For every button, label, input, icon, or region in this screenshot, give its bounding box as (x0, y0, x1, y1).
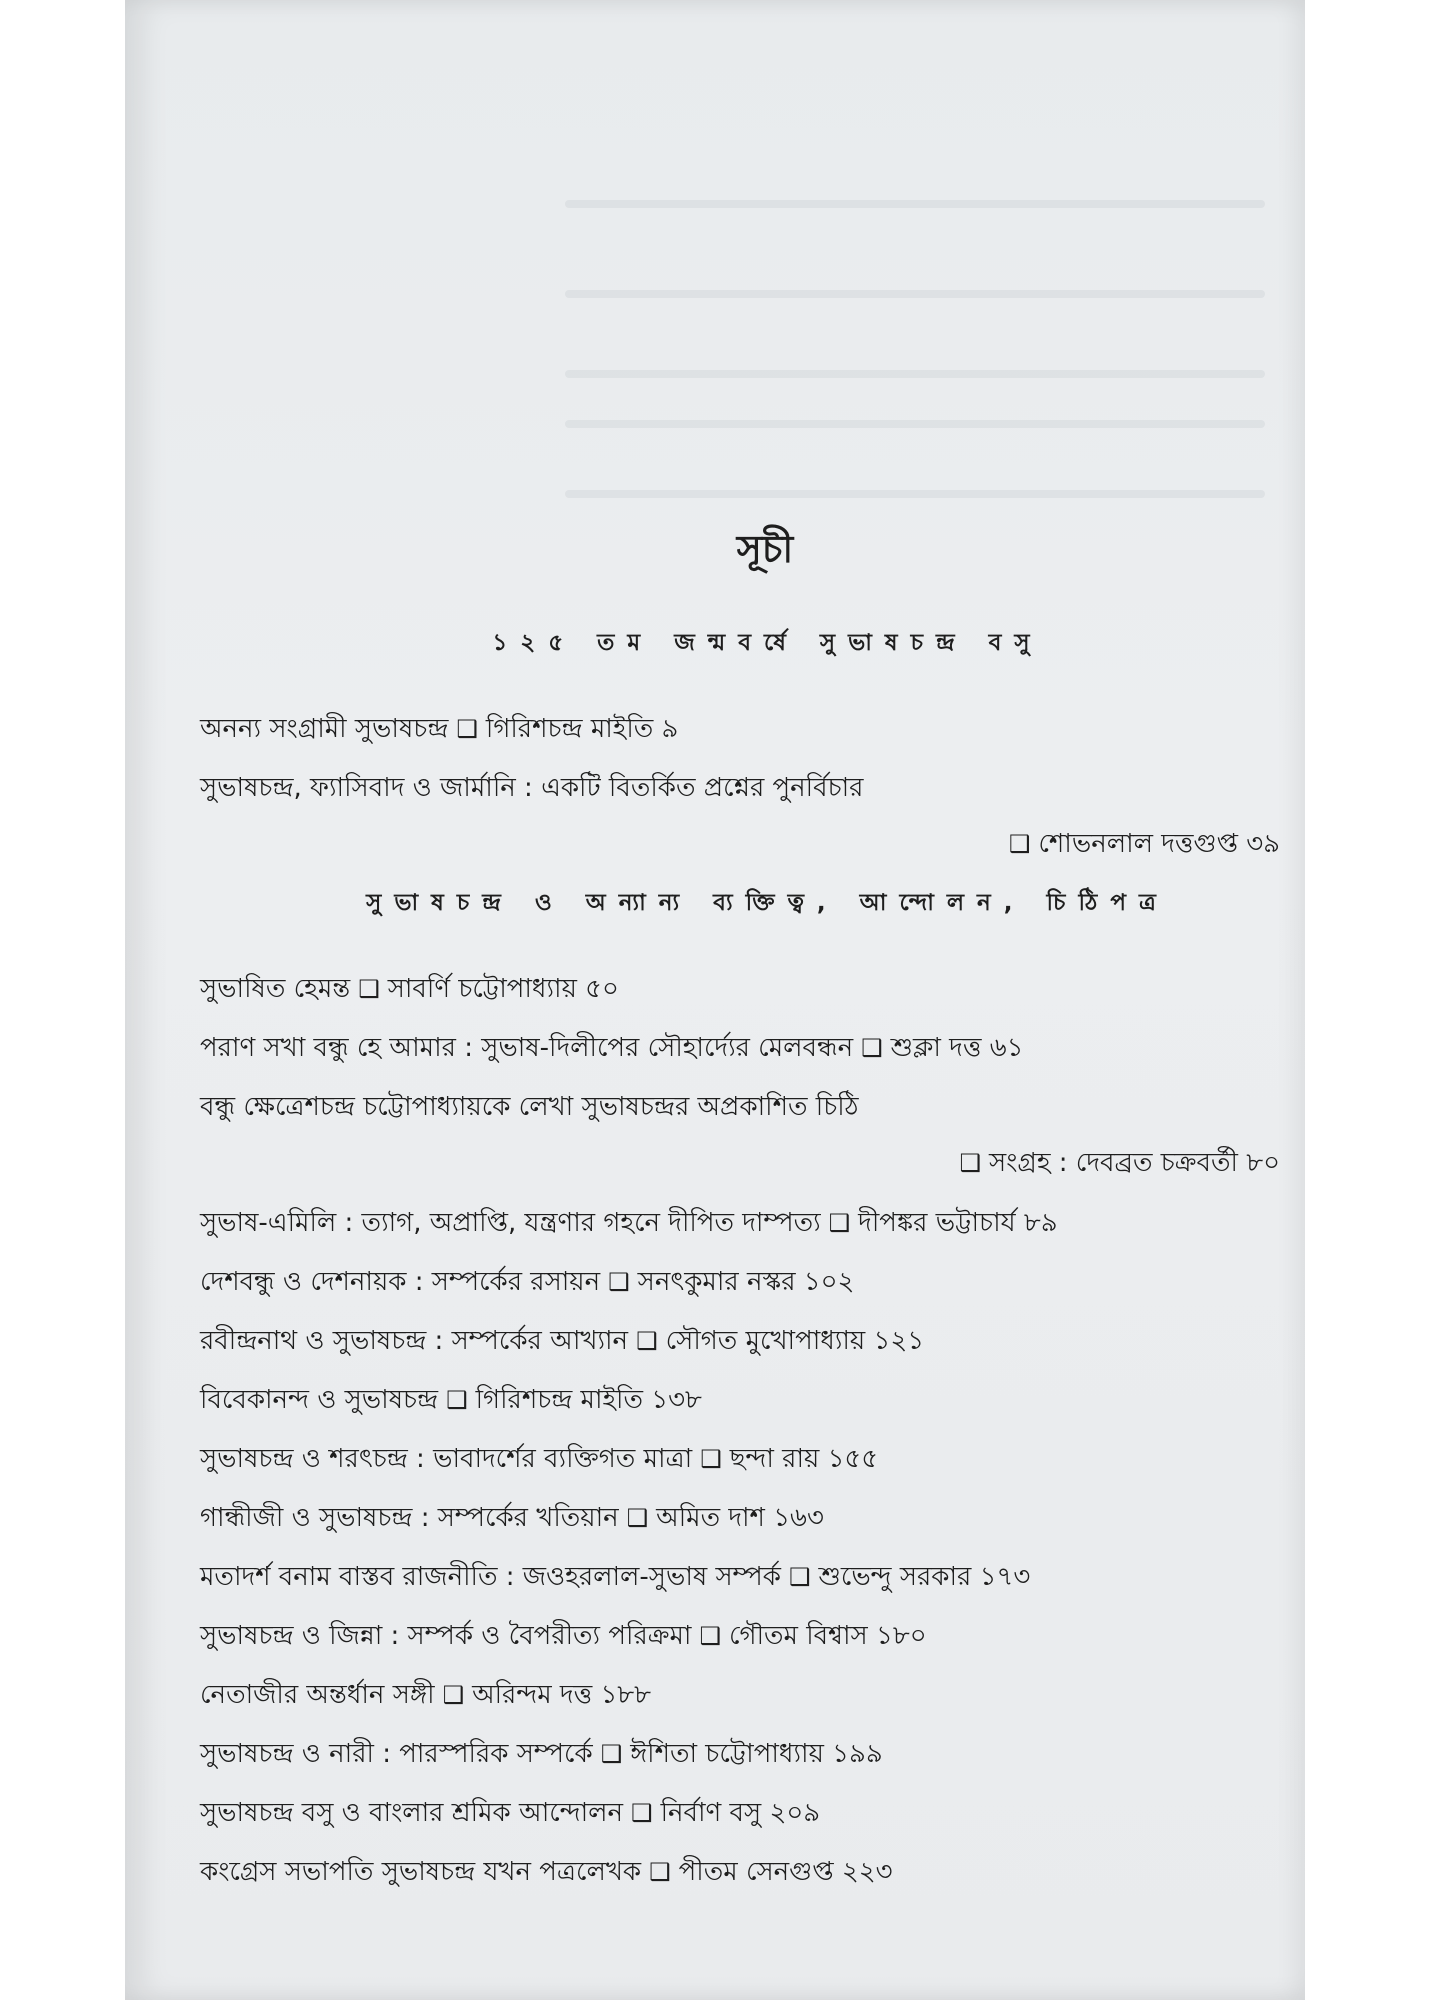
bullet-icon: ❑ (700, 1445, 722, 1473)
entry-page: ৬১ (989, 1033, 1024, 1063)
entry-title: সুভাষচন্দ্র ও জিন্না : সম্পর্ক ও বৈপরীত্য পরিক্রমা (200, 1621, 692, 1651)
toc-entry (200, 1793, 1290, 1833)
toc-entry (200, 768, 1290, 864)
entry-page: ১৯৯ (832, 1739, 883, 1769)
entry-title: পরাণ সখা বন্ধু হে আমার : সুভাষ-দিলীপের সৌহার্দ্যের মেলবন্ধন (200, 1033, 854, 1063)
entry-page: ১৫৫ (827, 1444, 879, 1474)
toc-entry (200, 1203, 1290, 1243)
entry-page: ২২৩ (841, 1857, 893, 1887)
entry-title: বন্ধু ক্ষেত্রেশচন্দ্র চট্টোপাধ্যায়কে লেখা সুভাষচন্দ্রর অপ্রকাশিত চিঠি (200, 1092, 859, 1122)
toc-entry (200, 1439, 1290, 1479)
entry-page: ৯ (661, 714, 679, 744)
toc-entry (200, 1734, 1290, 1774)
entry-author: ছন্দা রায় (729, 1444, 820, 1474)
toc-entry (200, 969, 1290, 1009)
bleed-through-line (565, 420, 1265, 428)
book-page (125, 0, 1305, 2000)
bleed-through-line (565, 370, 1265, 378)
entry-title: মতাদর্শ বনাম বাস্তব রাজনীতি : জওহরলাল-সুভাষ সম্পর্ক (200, 1562, 781, 1592)
toc-entry (200, 1380, 1290, 1420)
entry-author: ঈশিতা চট্টোপাধ্যায় (630, 1739, 824, 1769)
entry-page: ১৮০ (875, 1621, 927, 1651)
bullet-icon: ❑ (456, 715, 478, 743)
entry-title: বিবেকানন্দ ও সুভাষচন্দ্র (200, 1385, 439, 1415)
entry-title: সুভাষচন্দ্র, ফ্যাসিবাদ ও জার্মানি : একটি বিতর্কিত প্রশ্নের পুনর্বিচার (200, 773, 864, 803)
toc-entry (200, 1557, 1290, 1597)
entry-title: অনন্য সংগ্রামী সুভাষচন্দ্র (200, 714, 449, 744)
entry-page: ১৮৮ (600, 1680, 652, 1710)
toc-entry (200, 709, 1290, 749)
section-heading: ১২৫ তম জন্মবর্ষে সুভাষচন্দ্র বসু (492, 630, 1043, 656)
toc-entry (200, 1498, 1290, 1538)
toc-entry (200, 1321, 1290, 1361)
entry-title: রবীন্দ্রনাথ ও সুভাষচন্দ্র : সম্পর্কের আখ্যান (200, 1326, 629, 1356)
entry-page: ১০২ (803, 1267, 855, 1297)
bleed-through-line (565, 200, 1265, 208)
entry-author: অমিত দাশ (656, 1503, 765, 1533)
entry-page: ৩৯ (1246, 829, 1280, 859)
entry-page: ১২১ (873, 1326, 925, 1356)
entry-title: সুভাষিত হেমন্ত (200, 974, 351, 1004)
entry-title: কংগ্রেস সভাপতি সুভাষচন্দ্র যখন পত্রলেখক (200, 1857, 642, 1887)
bullet-icon: ❑ (699, 1622, 721, 1650)
bleed-through-line (565, 290, 1265, 298)
entry-author: সৌগত মুখোপাধ্যায় (665, 1326, 866, 1356)
bullet-icon: ❑ (608, 1268, 630, 1296)
toc-entry (200, 1852, 1290, 1892)
entry-author: গিরিশচন্দ্র মাইতি (485, 714, 654, 744)
toc-entry (200, 1616, 1290, 1656)
entry-title: সুভাষচন্দ্র ও শরৎচন্দ্র : ভাবাদর্শের ব্যক্তিগত মাত্রা (200, 1444, 693, 1474)
page-title: সূচী (736, 527, 794, 571)
entry-page: ১৩৮ (651, 1385, 702, 1415)
bullet-icon: ❑ (1008, 830, 1031, 858)
entry-title: নেতাজীর অন্তর্ধান সঙ্গী (200, 1680, 435, 1710)
entry-title: গান্ধীজী ও সুভাষচন্দ্র : সম্পর্কের খতিয়ান (200, 1503, 619, 1533)
bullet-icon: ❑ (649, 1858, 671, 1886)
bullet-icon: ❑ (626, 1504, 649, 1532)
bullet-icon: ❑ (636, 1327, 658, 1355)
bleed-through-line (565, 490, 1265, 498)
entry-author: শুক্লা দত্ত (890, 1033, 982, 1063)
entry-author: শুভেন্দু সরকার (818, 1562, 972, 1592)
bullet-icon: ❑ (788, 1563, 811, 1591)
bullet-icon: ❑ (358, 975, 380, 1003)
entry-author: সংগ্রহ : দেবব্রত চক্রবর্তী (989, 1148, 1238, 1178)
entry-page: ৮৯ (1023, 1208, 1058, 1238)
entry-author: সাবর্ণি চট্টোপাধ্যায় (387, 974, 577, 1004)
bullet-icon: ❑ (446, 1386, 468, 1414)
entry-title: সুভাষচন্দ্র ও নারী : পারস্পরিক সম্পর্কে (200, 1739, 593, 1769)
table-of-contents (200, 520, 1290, 1911)
bullet-icon: ❑ (600, 1740, 623, 1768)
entry-author: নির্বাণ বসু (660, 1798, 762, 1828)
toc-entry (200, 1087, 1290, 1183)
entry-title: সুভাষ-এমিলি : ত্যাগ, অপ্রাপ্তি, যন্ত্রণার গহনে দীপিত দাম্পত্য (200, 1208, 821, 1238)
bullet-icon: ❑ (442, 1681, 465, 1709)
bullet-icon: ❑ (959, 1149, 982, 1177)
entry-author: শোভনলাল দত্তগুপ্ত (1038, 829, 1238, 859)
entry-author: গৌতম বিশ্বাস (729, 1621, 868, 1651)
bullet-icon: ❑ (828, 1209, 851, 1237)
entry-author: দীপঙ্কর ভট্টাচার্য (858, 1208, 1016, 1238)
entry-author: অরিন্দম দত্ত (472, 1680, 593, 1710)
toc-entry (200, 1028, 1290, 1068)
entry-page: ৮০ (1246, 1148, 1280, 1178)
entry-page: ১৬৩ (773, 1503, 824, 1533)
toc-entry (200, 1262, 1290, 1302)
entry-author: গিরিশচন্দ্র মাইতি (475, 1385, 643, 1415)
bullet-icon: ❑ (631, 1799, 653, 1827)
entry-title: সুভাষচন্দ্র বসু ও বাংলার শ্রমিক আন্দোলন (200, 1798, 624, 1828)
entry-page: ২০৯ (769, 1798, 821, 1828)
entry-author: পীতম সেনগুপ্ত (678, 1857, 834, 1887)
toc-entry (200, 1675, 1290, 1715)
entry-page: ১৭৩ (979, 1562, 1031, 1592)
entry-page: ৫০ (585, 974, 619, 1004)
entry-title: দেশবন্ধু ও দেশনায়ক : সম্পর্কের রসায়ন (200, 1267, 601, 1297)
entry-author: সনৎকুমার নস্কর (637, 1267, 796, 1297)
bullet-icon: ❑ (861, 1034, 883, 1062)
section-heading: সুভাষচন্দ্র ও অন্যান্য ব্যক্তিত্ব, আন্দোলন, চিঠিপত্র (366, 890, 1169, 916)
